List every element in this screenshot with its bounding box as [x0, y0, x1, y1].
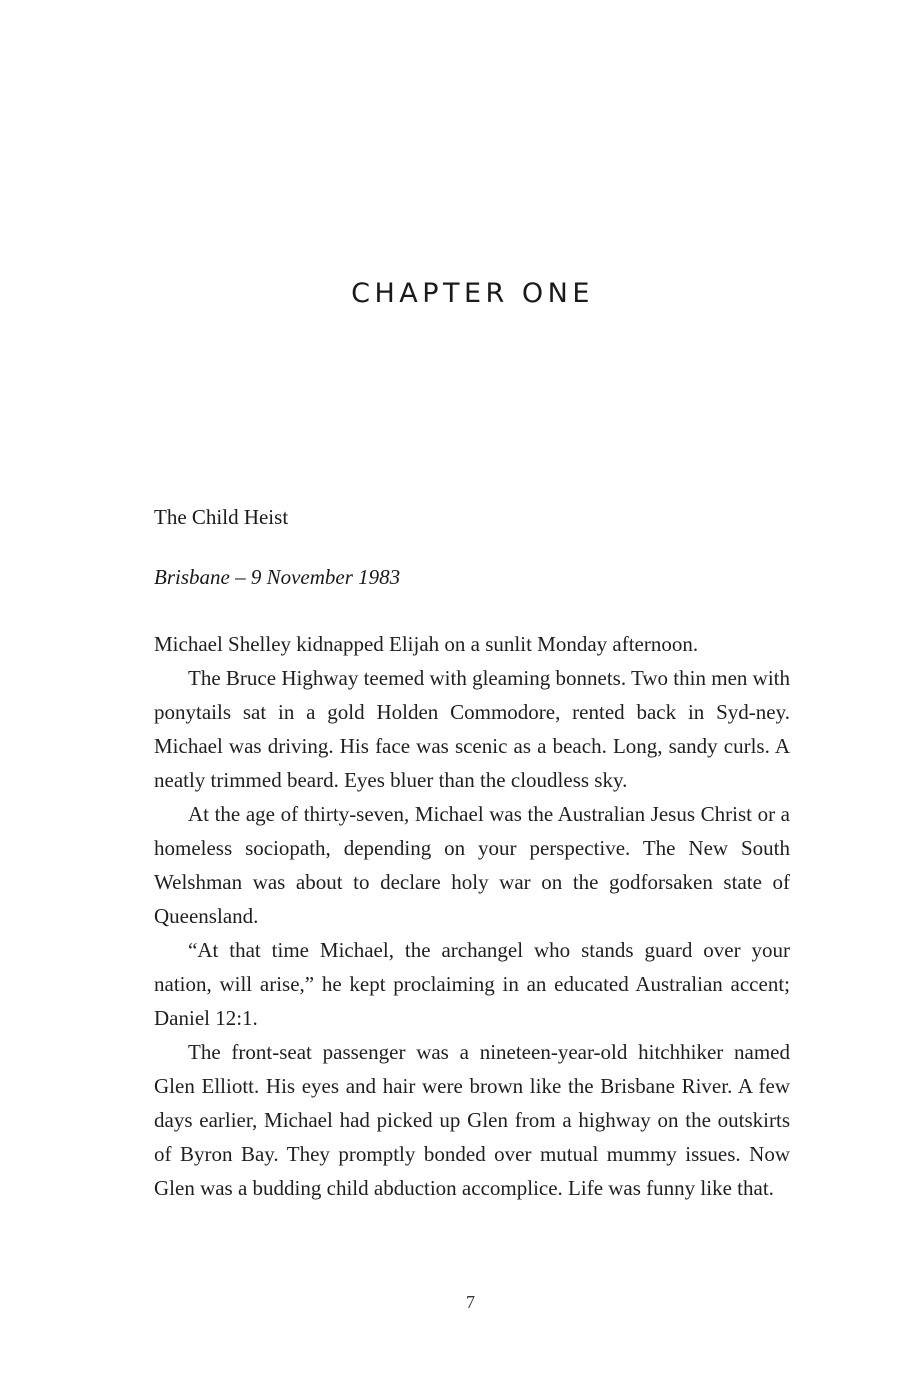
paragraph-1: Michael Shelley kidnapped Elijah on a sunlit Monday afternoon. [154, 632, 699, 656]
page-number: 7 [466, 1292, 475, 1312]
chapter-heading: CHAPTER ONE [351, 278, 594, 309]
paragraph-5: The front-seat passenger was a nineteen-year-old hitchhiker named Glen Elliott. His eyes and hair were brown like the Brisbane River. A few days earlier, Michael had picked up Glen from a highway on the outskirts of Byron Bay. They promptly bonded over mutual mummy issues. Now Glen was a budding child abduction accomplice. Life was funny like that. [154, 1040, 790, 1200]
dateline: Brisbane – 9 November 1983 [154, 565, 401, 589]
body-text [154, 627, 790, 1205]
paragraph-2: The Bruce Highway teemed with gleaming bonnets. Two thin men with ponytails sat in a gold Holden Commodore, rented back in Syd-ney. Michael was driving. His face was scenic as a beach. Long, sandy curls. A neatly trimmed beard. Eyes bluer than the cloudless sky. [154, 666, 790, 792]
section-title: The Child Heist [154, 505, 289, 529]
paragraph-3: At the age of thirty-seven, Michael was the Australian Jesus Christ or a homeless sociopath, depending on your perspective. The New South Welshman was about to declare holy war on the godforsaken state of Queensland. [154, 802, 790, 928]
paragraph-4: “At that time Michael, the archangel who stands guard over your nation, will arise,” he kept proclaiming in an educated Australian accent; Daniel 12:1. [154, 938, 790, 1030]
